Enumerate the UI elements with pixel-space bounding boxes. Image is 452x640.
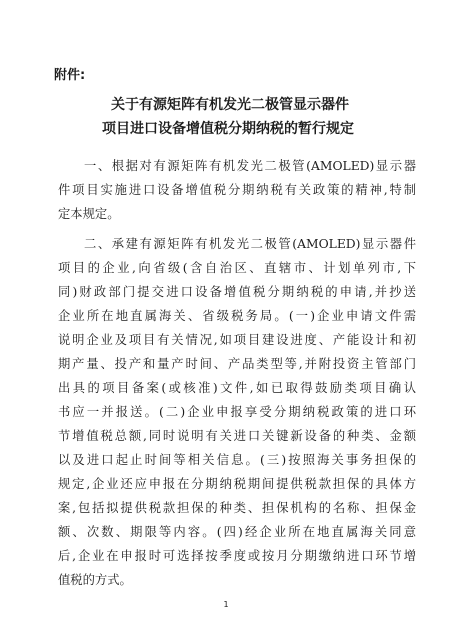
body-line: 值税的方式。 [58, 573, 132, 587]
body-line: 以及进口起止时间等相关信息。(三)按照海关事务担保的 [58, 453, 416, 467]
body-line: 后,企业在申报时可选择按季度或按月分期缴纳进口环节增 [58, 549, 416, 563]
document-title-line-1: 关于有源矩阵有机发光二极管显示器件 [111, 97, 349, 113]
body-line: 期产量、投产和量产时间、产品类型等,并附投资主管部门 [58, 357, 416, 371]
body-line: 额、次数、期限等内容。(四)经企业所在地直属海关同意 [58, 525, 416, 539]
body-line: 定本规定。 [58, 207, 120, 221]
body-line: 二、承建有源矩阵有机发光二极管(AMOLED)显示器件 [84, 237, 416, 251]
document-title-line-2: 项目进口设备增值税分期纳税的暂行规定 [102, 121, 354, 137]
page-number: 1 [223, 600, 229, 609]
body-line: 件项目实施进口设备增值税分期纳税有关政策的精神,特制 [58, 183, 416, 197]
body-line: 项目的企业,向省级(含自治区、直辖市、计划单列市,下 [58, 261, 416, 275]
attachment-label: 附件: [54, 68, 86, 83]
body-line: 说明企业及项目有关情况,如项目建设进度、产能设计和初 [58, 333, 416, 347]
body-line: 企业所在地直属海关、省级税务局。(一)企业申请文件需 [58, 309, 416, 323]
body-line: 书应一并报送。(二)企业申报享受分期纳税政策的进口环 [58, 405, 416, 419]
body-line: 同)财政部门提交进口设备增值税分期纳税的申请,并抄送 [58, 285, 416, 299]
body-line: 规定,企业还应申报在分期纳税期间提供税款担保的具体方 [58, 477, 416, 491]
body-line: 出具的项目备案(或核准)文件,如已取得鼓励类项目确认 [58, 381, 416, 395]
body-line: 节增值税总额,同时说明有关进口关键新设备的种类、金额 [58, 429, 416, 443]
body-line: 案,包括拟提供税款担保的种类、担保机构的名称、担保金 [58, 501, 416, 515]
body-line: 一、根据对有源矩阵有机发光二极管(AMOLED)显示器 [84, 159, 416, 173]
